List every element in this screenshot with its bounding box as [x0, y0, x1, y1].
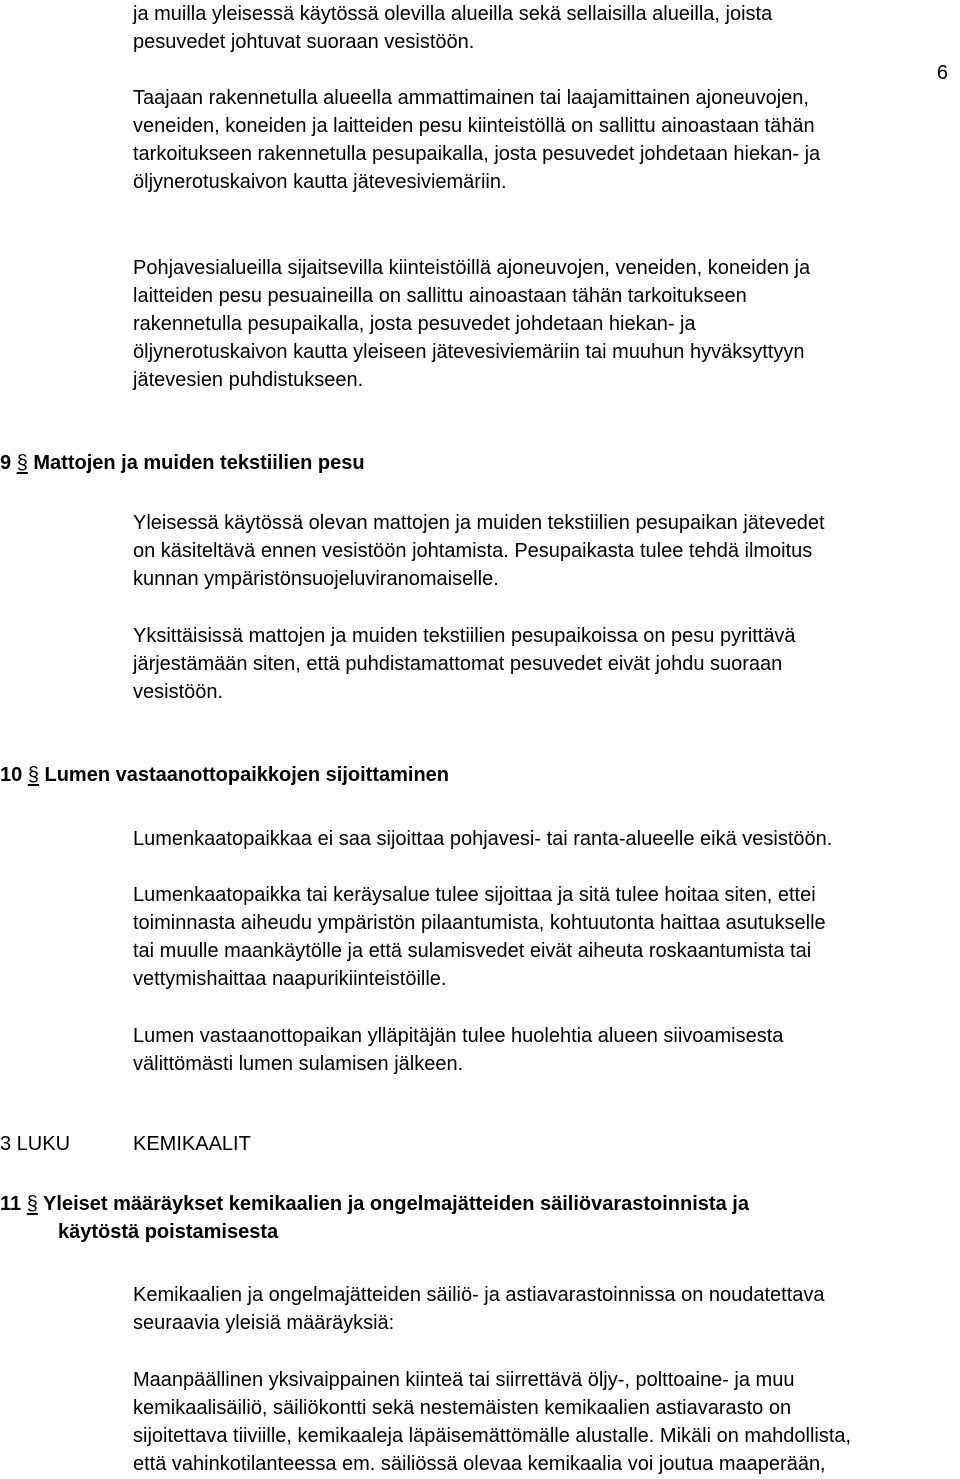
text-line: pesuvedet johtuvat suoraan vesistöön. [133, 31, 475, 53]
text-line: öljynerotuskaivon kautta yleiseen jätevesiviemäriin tai muuhun hyväksyttyyn [133, 341, 805, 363]
section-number: 11 [0, 1193, 22, 1215]
section-title: Mattojen ja muiden tekstiilien pesu [33, 452, 365, 474]
text-line: että vahinkotilanteessa em. säiliössä olevaa kemikaalia voi joutua maaperään, [133, 1453, 826, 1475]
paragraph-intro [133, 0, 955, 56]
heading-line [0, 449, 365, 477]
text-line: tai muulle maankäytölle ja että sulamisvedet eivät aiheuta roskaantumista tai [133, 940, 812, 962]
paragraph-mattojen-2 [133, 622, 955, 706]
section-number: 9 [0, 452, 12, 474]
text-line: järjestämään siten, että puhdistamattomat pesuvedet eivät johdu suoraan [133, 653, 783, 675]
text-line: öljynerotuskaivon kautta jätevesiviemäriin. [133, 171, 507, 193]
heading-line [0, 761, 449, 789]
text-line: toiminnasta aiheudu ympäristön pilaantumista, kohtuutonta haittaa asutukselle [133, 912, 826, 934]
text-line: Maanpäällinen yksivaippainen kiinteä tai siirrettävä öljy-, polttoaine- ja muu [133, 1369, 795, 1391]
paragraph-lumi-1 [133, 825, 955, 853]
section-sign: § [16, 452, 28, 474]
section-heading-9 [0, 449, 365, 477]
text-line: välittömästi lumen sulamisen jälkeen. [133, 1053, 464, 1075]
section-heading-10 [0, 761, 449, 789]
text-line: Kemikaalien ja ongelmajätteiden säiliö- ja astiavarastoinnissa on noudatettava [133, 1284, 825, 1306]
section-title: Yleiset määräykset kemikaalien ja ongelmajätteiden säiliövarastoinnista ja [43, 1193, 749, 1215]
paragraph-lumi-3 [133, 1022, 955, 1078]
text-line: tarkoitukseen rakennetulla pesupaikalla, josta pesuvedet johdetaan hiekan- ja [133, 143, 821, 165]
paragraph-lumi-2 [133, 881, 955, 993]
chapter-heading [0, 1130, 960, 1158]
chapter-title: KEMIKAALIT [133, 1133, 251, 1155]
chapter-number: 3 LUKU [0, 1133, 71, 1155]
section-sign: § [27, 764, 39, 786]
paragraph-kemikaali-1 [133, 1281, 955, 1337]
text-line: rakennetulla pesupaikalla, josta pesuvedet johdetaan hiekan- ja [133, 313, 696, 335]
text-line: seuraavia yleisiä määräyksiä: [133, 1312, 395, 1334]
text-line: Yksittäisissä mattojen ja muiden tekstiilien pesupaikoissa on pesu pyrittävä [133, 625, 796, 647]
text-line: jätevesien puhdistukseen. [133, 369, 364, 391]
text-line: Lumen vastaanottopaikan ylläpitäjän tulee huolehtia alueen siivoamisesta [133, 1025, 784, 1047]
text-line: Lumenkaatopaikka tai keräysalue tulee sijoittaa ja sitä tulee hoitaa siten, ettei [133, 884, 816, 906]
paragraph-mattojen-1 [133, 509, 955, 593]
text-line: Yleisessä käytössä olevan mattojen ja muiden tekstiilien pesupaikan jätevedet [133, 512, 825, 534]
paragraph-taajama [133, 84, 955, 196]
section-heading-11 [0, 1190, 749, 1246]
page-number: 6 [936, 62, 948, 84]
text-line: vettymishaittaa naapurikiinteistöille. [133, 968, 447, 990]
text-line: ja muilla yleisessä käytössä olevilla alueilla sekä sellaisilla alueilla, joista [133, 3, 773, 25]
paragraph-pohjavesi [133, 254, 955, 394]
text-line: Lumenkaatopaikkaa ei saa sijoittaa pohjavesi- tai ranta-alueelle eikä vesistöön. [133, 828, 833, 850]
text-line: Taajaan rakennetulla alueella ammattimainen tai laajamittainen ajoneuvojen, [133, 87, 809, 109]
section-sign: § [26, 1193, 38, 1215]
text-line: Pohjavesialueilla sijaitsevilla kiinteistöillä ajoneuvojen, veneiden, koneiden ja [133, 257, 811, 279]
text-line: kunnan ympäristönsuojeluviranomaiselle. [133, 568, 499, 590]
text-line: on käsiteltävä ennen vesistöön johtamista. Pesupaikasta tulee tehdä ilmoitus [133, 540, 813, 562]
heading-line [0, 1190, 749, 1218]
text-line: vesistöön. [133, 681, 224, 703]
paragraph-kemikaali-2 [133, 1366, 955, 1478]
text-line: kemikaalisäiliö, säiliökontti sekä nestemäisten kemikaalien astiavarasto on [133, 1397, 792, 1419]
section-number: 10 [0, 764, 23, 786]
section-title: Lumen vastaanottopaikkojen sijoittaminen [44, 764, 450, 786]
text-line: sijoitettava tiiviille, kemikaaleja läpäisemättömälle alustalle. Mikäli on mahdollista, [133, 1425, 852, 1447]
heading-line: käytöstä poistamisesta [58, 1221, 279, 1243]
text-line: laitteiden pesu pesuaineilla on sallittu ainoastaan tähän tarkoitukseen [133, 285, 747, 307]
text-line: veneiden, koneiden ja laitteiden pesu kiinteistöllä on sallittu ainoastaan tähän [133, 115, 815, 137]
